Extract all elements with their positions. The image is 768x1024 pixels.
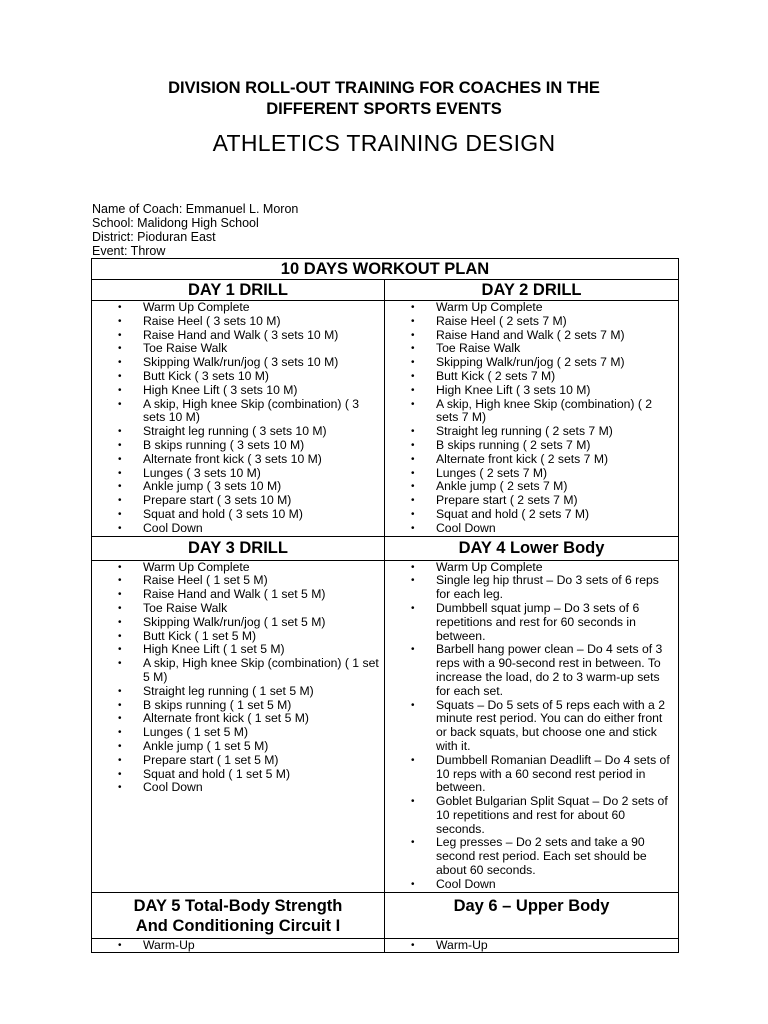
drill-item: • Toe Raise Walk <box>385 342 676 356</box>
drill-item: • A skip, High knee Skip (combination) ( 1 set 5 M) <box>92 657 382 685</box>
drill-item: • Alternate front kick ( 1 set 5 M) <box>92 712 382 726</box>
drill-item: • Squat and hold ( 1 set 5 M) <box>92 768 382 782</box>
drill-item: • Leg presses – Do 2 sets and take a 90 second rest period. Each set should be about 60 seconds. <box>385 836 676 877</box>
workout-plan-title: 10 DAYS WORKOUT PLAN <box>92 259 679 280</box>
drill-item: • Raise Heel ( 1 set 5 M) <box>92 574 382 588</box>
drill-item: • Warm Up Complete <box>92 301 382 315</box>
heading-line-2: DIFFERENT SPORTS EVENTS <box>266 100 502 118</box>
drill-item: • Ankle jump ( 3 sets 10 M) <box>92 480 382 494</box>
drill-item: • A skip, High knee Skip (combination) ( 3 sets 10 M) <box>92 398 382 426</box>
day5-drill-list <box>92 939 384 953</box>
drill-item: • Skipping Walk/run/jog ( 2 sets 7 M) <box>385 356 676 370</box>
drill-item: • Dumbbell squat jump – Do 3 sets of 6 repetitions and rest for 60 seconds in between. <box>385 602 676 643</box>
coach-name: Name of Coach: Emmanuel L. Moron <box>92 202 299 216</box>
drill-item: • Lunges ( 2 sets 7 M) <box>385 467 676 481</box>
drill-item: • Toe Raise Walk <box>92 342 382 356</box>
drill-item: • Ankle jump ( 1 set 5 M) <box>92 740 382 754</box>
drill-item: • Skipping Walk/run/jog ( 3 sets 10 M) <box>92 356 382 370</box>
drill-item: • Goblet Bulgarian Split Squat – Do 2 sets of 10 repetitions and rest for about 60 seconds. <box>385 795 676 836</box>
drill-item: • Butt Kick ( 1 set 5 M) <box>92 630 382 644</box>
drill-item: • Straight leg running ( 1 set 5 M) <box>92 685 382 699</box>
document-heading <box>0 78 768 120</box>
day6-cell <box>385 938 679 953</box>
day2-cell <box>385 301 679 537</box>
drill-item: • Prepare start ( 1 set 5 M) <box>92 754 382 768</box>
day4-cell <box>385 560 679 892</box>
drill-item: • Lunges ( 3 sets 10 M) <box>92 467 382 481</box>
drill-item: • Cool Down <box>385 878 676 892</box>
day6-heading: Day 6 – Upper Body <box>385 892 679 938</box>
day1-drill-list <box>92 301 384 536</box>
drill-item: • Raise Heel ( 3 sets 10 M) <box>92 315 382 329</box>
drill-item: • Warm Up Complete <box>385 561 676 575</box>
drill-item: • Straight leg running ( 2 sets 7 M) <box>385 425 676 439</box>
drill-item: • Warm-Up <box>385 939 676 953</box>
drill-item: • Straight leg running ( 3 sets 10 M) <box>92 425 382 439</box>
day3-drill-list <box>92 561 384 796</box>
day4-drill-list <box>385 561 678 892</box>
drill-item: • Prepare start ( 3 sets 10 M) <box>92 494 382 508</box>
drill-item: • B skips running ( 2 sets 7 M) <box>385 439 676 453</box>
drill-item: • Ankle jump ( 2 sets 7 M) <box>385 480 676 494</box>
drill-item: • Squat and hold ( 3 sets 10 M) <box>92 508 382 522</box>
drill-item: • Alternate front kick ( 3 sets 10 M) <box>92 453 382 467</box>
drill-item: • High Knee Lift ( 3 sets 10 M) <box>92 384 382 398</box>
drill-item: • Cool Down <box>92 781 382 795</box>
drill-item: • Barbell hang power clean – Do 4 sets of 3 reps with a 90-second rest in between. To increase the load, do 2 to 3 warm-up sets for each set. <box>385 643 676 698</box>
drill-item: • Dumbbell Romanian Deadlift – Do 4 sets of 10 reps with a 60 second rest period in between. <box>385 754 676 795</box>
drill-item: • Skipping Walk/run/jog ( 1 set 5 M) <box>92 616 382 630</box>
drill-item: • Warm-Up <box>92 939 382 953</box>
drill-item: • Warm Up Complete <box>92 561 382 575</box>
drill-item: • Raise Heel ( 2 sets 7 M) <box>385 315 676 329</box>
day5-cell <box>92 938 385 953</box>
coach-info <box>92 202 298 258</box>
drill-item: • High Knee Lift ( 3 sets 10 M) <box>385 384 676 398</box>
drill-item: • Cool Down <box>385 522 676 536</box>
day3-cell <box>92 560 385 892</box>
drill-item: • Prepare start ( 2 sets 7 M) <box>385 494 676 508</box>
day5-heading-line-1: DAY 5 Total-Body Strength <box>133 896 343 915</box>
drill-item: • B skips running ( 3 sets 10 M) <box>92 439 382 453</box>
drill-item: • High Knee Lift ( 1 set 5 M) <box>92 643 382 657</box>
day2-drill-list <box>385 301 678 536</box>
day2-heading: DAY 2 DRILL <box>385 280 679 301</box>
drill-item: • Raise Hand and Walk ( 1 set 5 M) <box>92 588 382 602</box>
day3-heading: DAY 3 DRILL <box>92 536 385 560</box>
drill-item: • Single leg hip thrust – Do 3 sets of 6 reps for each leg. <box>385 574 676 602</box>
drill-item: • Lunges ( 1 set 5 M) <box>92 726 382 740</box>
school-name: School: Malidong High School <box>92 216 259 230</box>
day1-cell <box>92 301 385 537</box>
drill-item: • Raise Hand and Walk ( 2 sets 7 M) <box>385 329 676 343</box>
drill-item: • A skip, High knee Skip (combination) ( 2 sets 7 M) <box>385 398 676 426</box>
day1-heading: DAY 1 DRILL <box>92 280 385 301</box>
day6-drill-list <box>385 939 678 953</box>
heading-line-1: DIVISION ROLL-OUT TRAINING FOR COACHES IN THE <box>168 79 600 97</box>
drill-item: • Raise Hand and Walk ( 3 sets 10 M) <box>92 329 382 343</box>
workout-plan-table <box>91 258 679 953</box>
drill-item: • Squat and hold ( 2 sets 7 M) <box>385 508 676 522</box>
drill-item: • Butt Kick ( 3 sets 10 M) <box>92 370 382 384</box>
document-title: ATHLETICS TRAINING DESIGN <box>212 130 556 156</box>
day5-heading <box>92 892 385 938</box>
drill-item: • Butt Kick ( 2 sets 7 M) <box>385 370 676 384</box>
district-name: District: Pioduran East <box>92 230 216 244</box>
drill-item: • Warm Up Complete <box>385 301 676 315</box>
drill-item: • Toe Raise Walk <box>92 602 382 616</box>
day4-heading: DAY 4 Lower Body <box>385 536 679 560</box>
drill-item: • Cool Down <box>92 522 382 536</box>
drill-item: • B skips running ( 1 set 5 M) <box>92 699 382 713</box>
drill-item: • Alternate front kick ( 2 sets 7 M) <box>385 453 676 467</box>
drill-item: • Squats – Do 5 sets of 5 reps each with a 2 minute rest period. You can do either front or back squats, but choose one and stick with it. <box>385 699 676 754</box>
event-name: Event: Throw <box>92 244 166 258</box>
day5-heading-line-2: And Conditioning Circuit I <box>135 916 341 935</box>
